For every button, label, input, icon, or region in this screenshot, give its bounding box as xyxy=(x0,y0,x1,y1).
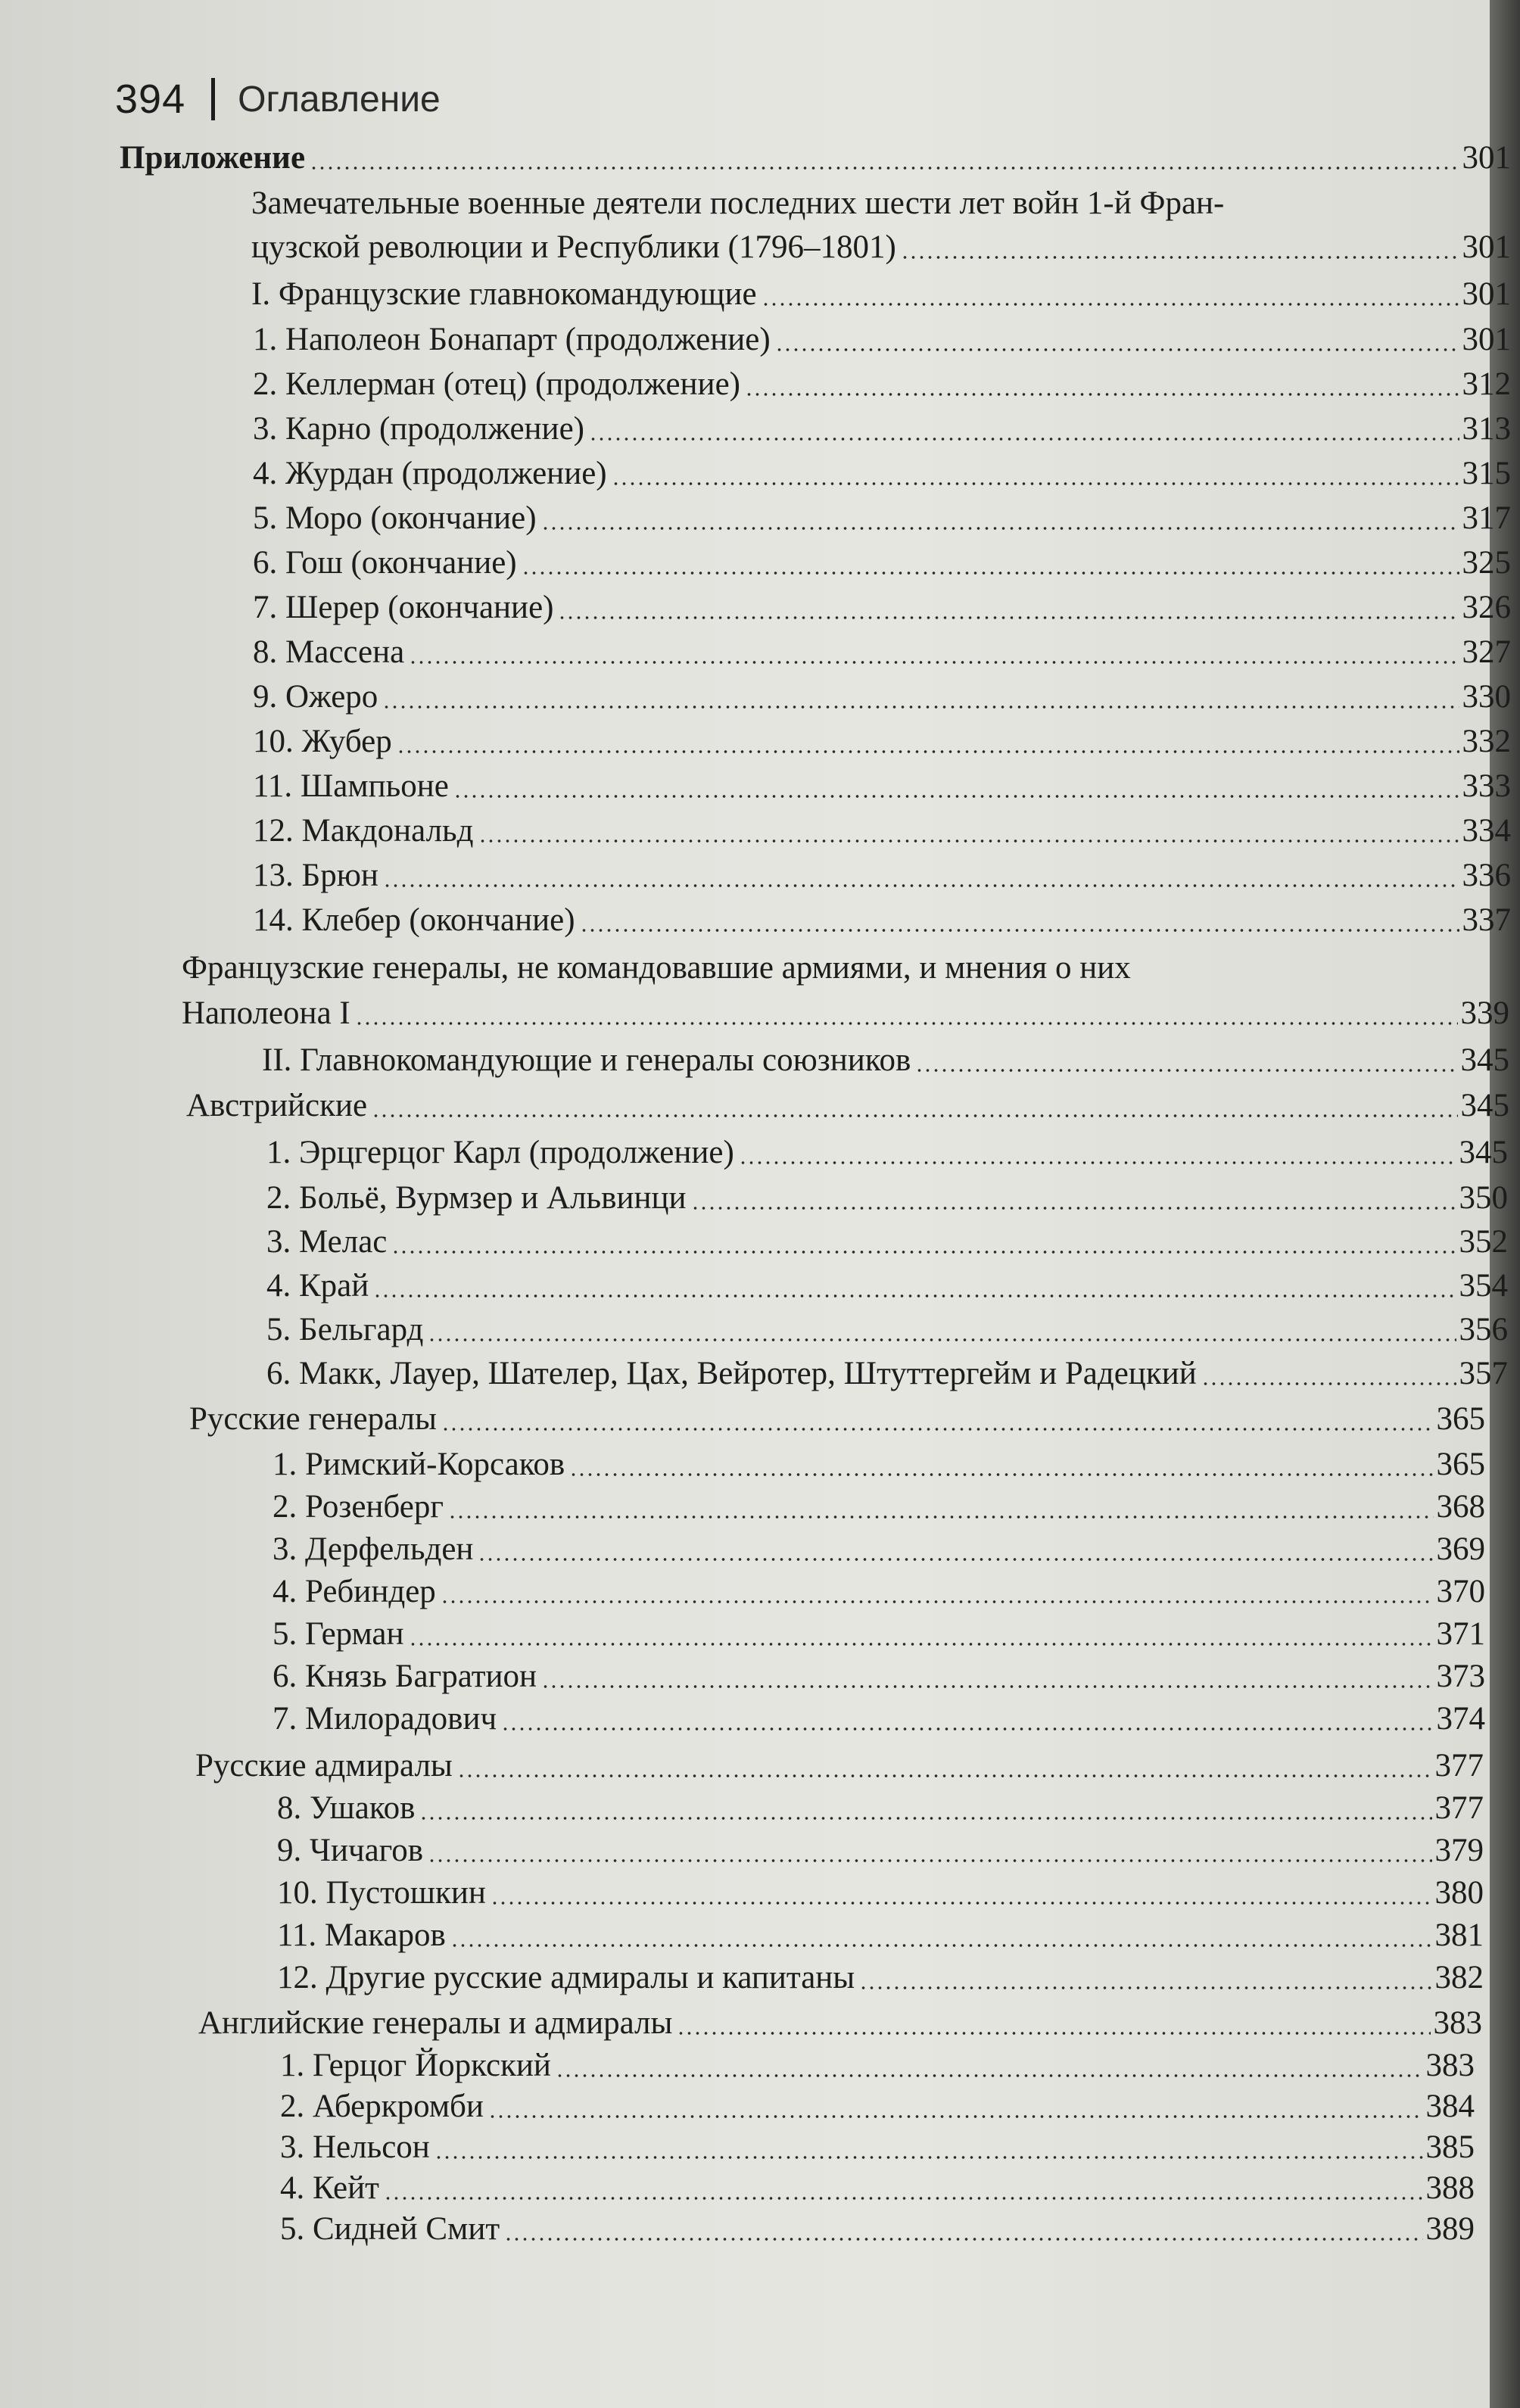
toc-item-page: 384 xyxy=(1425,2089,1475,2124)
leader-dots xyxy=(450,1943,1432,1948)
toc-item-text: 6. Макк, Лауер, Шателер, Цах, Вейротер, Штуттергейм и Радецкий xyxy=(266,1356,1197,1391)
toc-entry-text: Приложение xyxy=(120,140,306,176)
toc-item xyxy=(253,452,1511,496)
leader-dots xyxy=(739,1160,1456,1165)
toc-entry-text: II. Главнокомандующие и генералы союзников xyxy=(262,1042,911,1078)
toc-item-page: 337 xyxy=(1462,902,1511,938)
leader-dots xyxy=(901,255,1459,260)
toc-entry-intro xyxy=(251,226,1511,269)
toc-item-text: 1. Наполеон Бонапарт (продолжение) xyxy=(253,322,771,357)
toc-item xyxy=(273,1612,1485,1656)
leader-dots xyxy=(355,1021,1458,1026)
toc-item xyxy=(253,809,1511,853)
toc-entry-page: 301 xyxy=(1462,229,1511,265)
toc-entry-french-generals xyxy=(182,992,1509,1036)
toc-item xyxy=(280,2044,1475,2088)
toc-item xyxy=(280,2167,1475,2210)
leader-dots xyxy=(428,1338,1456,1342)
toc-item-page: 325 xyxy=(1462,545,1511,581)
toc-french-generals-line-1: Французские генералы, не командовавшие армиями, и мнения о них xyxy=(182,950,1131,986)
page-number: 394 xyxy=(115,76,186,122)
leader-dots xyxy=(310,166,1459,170)
toc-item xyxy=(266,1131,1508,1175)
toc-entry-page: 377 xyxy=(1434,1748,1484,1783)
toc-item xyxy=(273,1528,1485,1572)
leader-dots xyxy=(859,1986,1431,1990)
toc-entry-page: 345 xyxy=(1460,1042,1509,1078)
leader-dots xyxy=(457,1774,1432,1778)
toc-item-page: 317 xyxy=(1462,500,1511,536)
toc-item-text: 1. Герцог Йоркский xyxy=(280,2048,551,2083)
leader-dots xyxy=(775,347,1459,352)
leader-dots xyxy=(441,1427,1434,1431)
leader-dots xyxy=(491,1901,1432,1905)
toc-item-text: 13. Брюн xyxy=(253,858,378,893)
toc-item xyxy=(253,720,1511,764)
toc-item-page: 332 xyxy=(1462,724,1511,759)
toc-entry-page: 345 xyxy=(1460,1088,1509,1123)
toc-item xyxy=(280,2126,1475,2170)
toc-entry-text: Австрийские xyxy=(186,1088,368,1123)
toc-item xyxy=(273,1443,1485,1487)
toc-item xyxy=(277,1787,1484,1830)
toc-item-text: 3. Дерфельден xyxy=(273,1531,474,1567)
toc-item-text: 7. Шерер (окончание) xyxy=(253,590,554,625)
toc-entry-text: цузской революции и Республики (1796–1801) xyxy=(251,229,896,265)
leader-dots xyxy=(762,302,1459,307)
leader-dots xyxy=(1201,1382,1456,1386)
toc-item xyxy=(277,1956,1484,2000)
toc-item xyxy=(253,899,1511,942)
toc-item xyxy=(273,1697,1485,1741)
toc-item-page: 377 xyxy=(1434,1790,1484,1826)
toc-entry-text: Русские адмиралы xyxy=(195,1748,453,1783)
toc-item-page: 301 xyxy=(1462,322,1511,357)
toc-entry-page: 301 xyxy=(1462,276,1511,312)
toc-item-page: 336 xyxy=(1462,858,1511,893)
toc-item-page: 374 xyxy=(1436,1701,1485,1737)
toc-item-text: 14. Клебер (окончание) xyxy=(253,902,575,938)
toc-item-text: 3. Мелас xyxy=(266,1224,388,1260)
toc-item xyxy=(277,1829,1484,1873)
toc-item xyxy=(280,2085,1475,2129)
toc-entry-austrian xyxy=(186,1084,1509,1128)
toc-item-page: 371 xyxy=(1436,1616,1485,1652)
leader-dots xyxy=(745,392,1459,397)
toc-item xyxy=(253,675,1511,719)
leader-dots xyxy=(419,1816,1431,1821)
leader-dots xyxy=(397,749,1459,754)
leader-dots xyxy=(382,705,1459,709)
toc-item-page: 352 xyxy=(1459,1224,1508,1260)
toc-item xyxy=(253,363,1511,407)
toc-item-text: 4. Край xyxy=(266,1268,369,1304)
toc-item-text: 3. Карно (продолжение) xyxy=(253,411,584,447)
toc-item-text: 3. Нельсон xyxy=(280,2129,430,2165)
leader-dots xyxy=(373,1294,1456,1298)
leader-dots xyxy=(691,1206,1456,1210)
toc-entry-russian-generals xyxy=(189,1397,1485,1441)
toc-item-text: 1. Эрцгерцог Карл (продолжение) xyxy=(266,1135,734,1170)
toc-item-text: 10. Пустошкин xyxy=(277,1875,486,1911)
toc-item-page: 382 xyxy=(1434,1960,1484,1995)
toc-entry-page: 383 xyxy=(1433,2005,1482,2041)
toc-item-page: 368 xyxy=(1436,1489,1485,1525)
toc-item-page: 385 xyxy=(1425,2129,1475,2165)
leader-dots xyxy=(501,1727,1433,1731)
toc-item-text: 1. Римский-Корсаков xyxy=(273,1447,565,1482)
leader-dots xyxy=(453,794,1459,799)
toc-entry-appendix xyxy=(120,136,1511,180)
toc-item-text: 5. Сидней Смит xyxy=(280,2211,500,2247)
leader-dots xyxy=(522,571,1459,575)
toc-item-text: 6. Князь Багратион xyxy=(273,1659,537,1694)
leader-dots xyxy=(383,883,1459,888)
toc-entry-english xyxy=(198,2001,1482,2045)
leader-dots xyxy=(915,1068,1457,1073)
leader-dots xyxy=(435,2155,1423,2160)
leader-dots xyxy=(541,526,1459,531)
toc-entry-page: 365 xyxy=(1436,1401,1485,1437)
leader-dots xyxy=(612,481,1459,486)
toc-item-text: 7. Милорадович xyxy=(273,1701,497,1737)
toc-item-page: 345 xyxy=(1459,1135,1508,1170)
toc-item-page: 357 xyxy=(1459,1356,1508,1391)
toc-item xyxy=(253,586,1511,630)
toc-item xyxy=(253,854,1511,898)
toc-item-page: 333 xyxy=(1462,768,1511,804)
toc-item-text: 11. Шампьоне xyxy=(253,768,449,804)
toc-item-text: 4. Ребиндер xyxy=(273,1574,436,1609)
toc-item-page: 379 xyxy=(1434,1833,1484,1868)
toc-item-page: 313 xyxy=(1462,411,1511,447)
leader-dots xyxy=(677,2031,1430,2036)
leader-dots xyxy=(428,1858,1431,1863)
leader-dots xyxy=(478,839,1459,843)
toc-item-page: 356 xyxy=(1459,1312,1508,1347)
toc-item-page: 381 xyxy=(1434,1917,1484,1953)
toc-item xyxy=(266,1220,1508,1264)
leader-dots xyxy=(589,437,1459,441)
toc-entry-russian-admirals xyxy=(195,1744,1484,1788)
toc-entry-text: I. Французские главнокомандующие xyxy=(251,276,757,312)
toc-item-text: 5. Бельгард xyxy=(266,1312,424,1347)
leader-dots xyxy=(558,615,1459,620)
leader-dots xyxy=(384,2196,1423,2201)
leader-dots xyxy=(580,928,1459,933)
toc-item xyxy=(273,1655,1485,1699)
leader-dots xyxy=(541,1684,1433,1689)
toc-item-page: 380 xyxy=(1434,1875,1484,1911)
toc-entry-french-commanders xyxy=(251,273,1511,316)
toc-item-page: 326 xyxy=(1462,590,1511,625)
leader-dots xyxy=(478,1557,1433,1562)
toc-item xyxy=(253,541,1511,585)
toc-item xyxy=(277,1914,1484,1958)
toc-item-page: 330 xyxy=(1462,679,1511,715)
header-title: Оглавление xyxy=(238,79,441,120)
toc-entry-allies xyxy=(262,1039,1509,1083)
toc-item-text: 11. Макаров xyxy=(277,1917,446,1953)
toc-item xyxy=(253,765,1511,808)
leader-dots xyxy=(372,1114,1457,1118)
toc-item-page: 350 xyxy=(1459,1180,1508,1216)
toc-item-text: 12. Макдональд xyxy=(253,813,474,849)
toc-item-page: 354 xyxy=(1459,1268,1508,1304)
leader-dots xyxy=(569,1472,1433,1477)
toc-entry-page: 301 xyxy=(1462,140,1511,176)
toc-item-text: 5. Моро (окончание) xyxy=(253,500,537,536)
toc-item xyxy=(266,1352,1508,1396)
toc-item-text: 5. Герман xyxy=(273,1616,404,1652)
toc-item-page: 334 xyxy=(1462,813,1511,849)
leader-dots xyxy=(556,2073,1423,2078)
toc-item xyxy=(253,631,1511,674)
toc-item-text: 2. Розенберг xyxy=(273,1489,444,1525)
leader-dots xyxy=(448,1515,1434,1519)
toc-item-page: 389 xyxy=(1425,2211,1475,2247)
toc-item xyxy=(277,1871,1484,1915)
toc-item-text: 2. Больё, Вурмзер и Альвинци xyxy=(266,1180,687,1216)
toc-item-page: 370 xyxy=(1436,1574,1485,1609)
toc-item-text: 6. Гош (окончание) xyxy=(253,545,517,581)
toc-item-page: 388 xyxy=(1425,2170,1475,2206)
toc-item-page: 369 xyxy=(1436,1531,1485,1567)
toc-item-page: 373 xyxy=(1436,1659,1485,1694)
toc-item xyxy=(266,1176,1508,1220)
toc-item xyxy=(266,1308,1508,1352)
toc-item-text: 2. Аберкромби xyxy=(280,2089,484,2124)
leader-dots xyxy=(504,2237,1422,2241)
toc-item-text: 4. Журдан (продолжение) xyxy=(253,456,607,491)
toc-item xyxy=(253,407,1511,451)
toc-item-page: 383 xyxy=(1425,2048,1475,2083)
toc-entry-text: Наполеона I xyxy=(182,995,350,1031)
toc-item-text: 9. Чичагов xyxy=(277,1833,424,1868)
toc-item xyxy=(273,1485,1485,1529)
toc-intro-line-1: Замечательные военные деятели последних шести лет войн 1-й Фран- xyxy=(251,185,1225,221)
toc-item-text: 2. Келлерман (отец) (продолжение) xyxy=(253,366,740,402)
toc-item xyxy=(253,497,1511,540)
toc-item xyxy=(280,2207,1475,2251)
toc-item-page: 315 xyxy=(1462,456,1511,491)
toc-item-page: 365 xyxy=(1436,1447,1485,1482)
toc-item-text: 8. Массена xyxy=(253,634,405,670)
toc-item-text: 4. Кейт xyxy=(280,2170,379,2206)
toc-item xyxy=(266,1264,1508,1308)
toc-item-page: 312 xyxy=(1462,366,1511,402)
leader-dots xyxy=(409,660,1459,665)
toc-item-page: 327 xyxy=(1462,634,1511,670)
leader-dots xyxy=(441,1600,1434,1604)
toc-entry-text: Русские генералы xyxy=(189,1401,437,1437)
toc-item-text: 12. Другие русские адмиралы и капитаны xyxy=(277,1960,855,1995)
leader-dots xyxy=(409,1642,1434,1646)
toc-item-text: 8. Ушаков xyxy=(277,1790,416,1826)
toc-item xyxy=(253,318,1511,362)
toc-item xyxy=(273,1570,1485,1614)
leader-dots xyxy=(488,2114,1423,2119)
toc-item-text: 10. Жубер xyxy=(253,724,392,759)
leader-dots xyxy=(391,1250,1456,1254)
toc-entry-page: 339 xyxy=(1460,995,1509,1031)
toc-item-text: 9. Ожеро xyxy=(253,679,378,715)
toc-entry-text: Английские генералы и адмиралы xyxy=(198,2005,673,2041)
